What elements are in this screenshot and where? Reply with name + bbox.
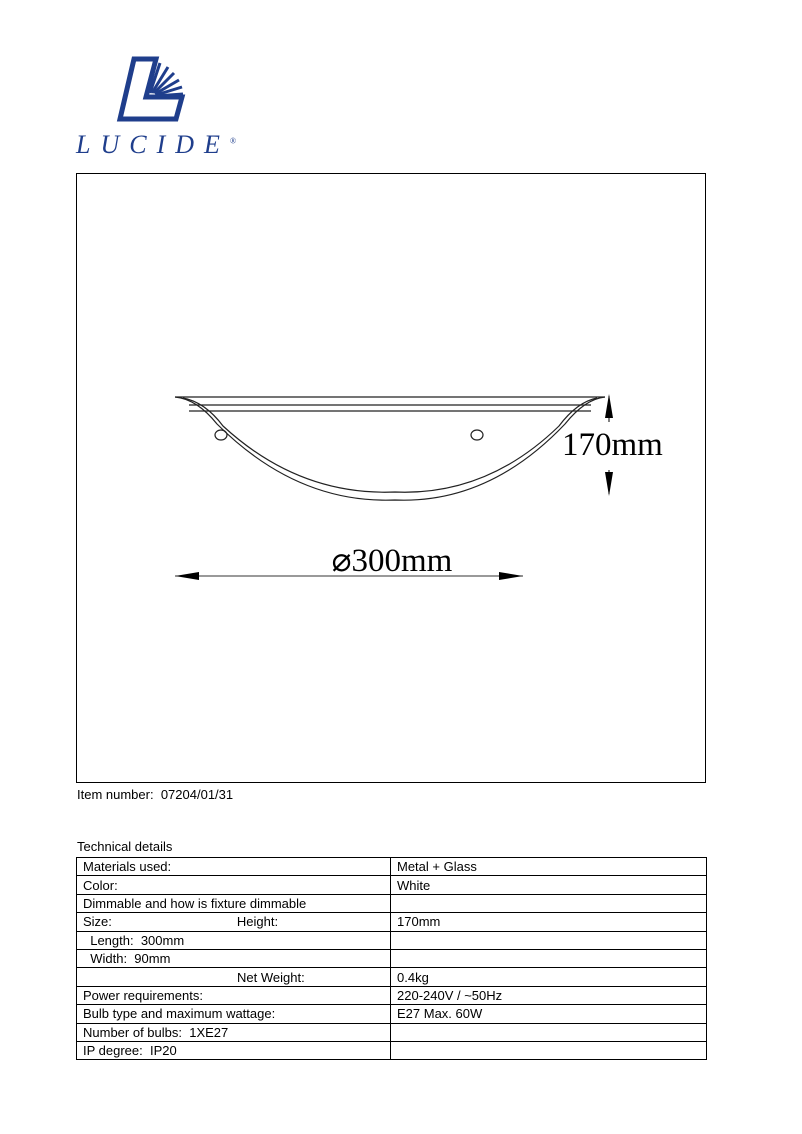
spec-sublabel: Net Weight: xyxy=(237,969,305,985)
technical-details-table xyxy=(76,857,707,1060)
technical-details-title: Technical details xyxy=(77,839,173,854)
table-row xyxy=(77,968,707,986)
brand-logo xyxy=(76,55,236,160)
spec-label: Length: 300mm xyxy=(77,931,391,949)
spec-label: Size: xyxy=(83,914,112,930)
table-row xyxy=(77,876,707,894)
spec-label-cell xyxy=(77,913,391,931)
spec-label: Number of bulbs: 1XE27 xyxy=(77,1023,391,1041)
spec-value: 0.4kg xyxy=(391,968,707,986)
spec-label: Bulb type and maximum wattage: xyxy=(77,1005,391,1023)
spec-label: Color: xyxy=(77,876,391,894)
spec-value xyxy=(391,1023,707,1041)
spec-label: Power requirements: xyxy=(77,986,391,1004)
spec-value xyxy=(391,894,707,912)
spec-value xyxy=(391,931,707,949)
spec-label: Width: 90mm xyxy=(77,949,391,967)
table-row xyxy=(77,1023,707,1041)
spec-value: White xyxy=(391,876,707,894)
spec-label: Materials used: xyxy=(77,858,391,876)
spec-sublabel: Height: xyxy=(236,914,279,930)
spec-value: 170mm xyxy=(391,913,707,931)
spec-value xyxy=(391,1041,707,1059)
table-row xyxy=(77,1041,707,1059)
table-row xyxy=(77,858,707,876)
table-row xyxy=(77,931,707,949)
width-dimension-label: ⌀300mm xyxy=(331,543,453,579)
table-row xyxy=(77,1005,707,1023)
product-drawing-frame xyxy=(76,173,706,783)
item-number-label: Item number: xyxy=(77,787,154,802)
spec-value: 220-240V / ~50Hz xyxy=(391,986,707,1004)
spec-value: E27 Max. 60W xyxy=(391,1005,707,1023)
table-row xyxy=(77,949,707,967)
product-technical-drawing xyxy=(77,174,707,784)
spec-value: Metal + Glass xyxy=(391,858,707,876)
table-row xyxy=(77,913,707,931)
spec-label-cell xyxy=(77,968,391,986)
brand-wordmark: LUCIDE® xyxy=(76,130,236,159)
spec-value xyxy=(391,949,707,967)
item-number xyxy=(77,787,233,802)
table-row xyxy=(77,986,707,1004)
lucide-logo-icon xyxy=(116,55,196,127)
height-dimension-label: 170mm xyxy=(562,427,663,463)
item-number-value: 07204/01/31 xyxy=(160,787,234,802)
table-row xyxy=(77,894,707,912)
spec-label: IP degree: IP20 xyxy=(77,1041,391,1059)
spec-label: Dimmable and how is fixture dimmable xyxy=(77,894,391,912)
